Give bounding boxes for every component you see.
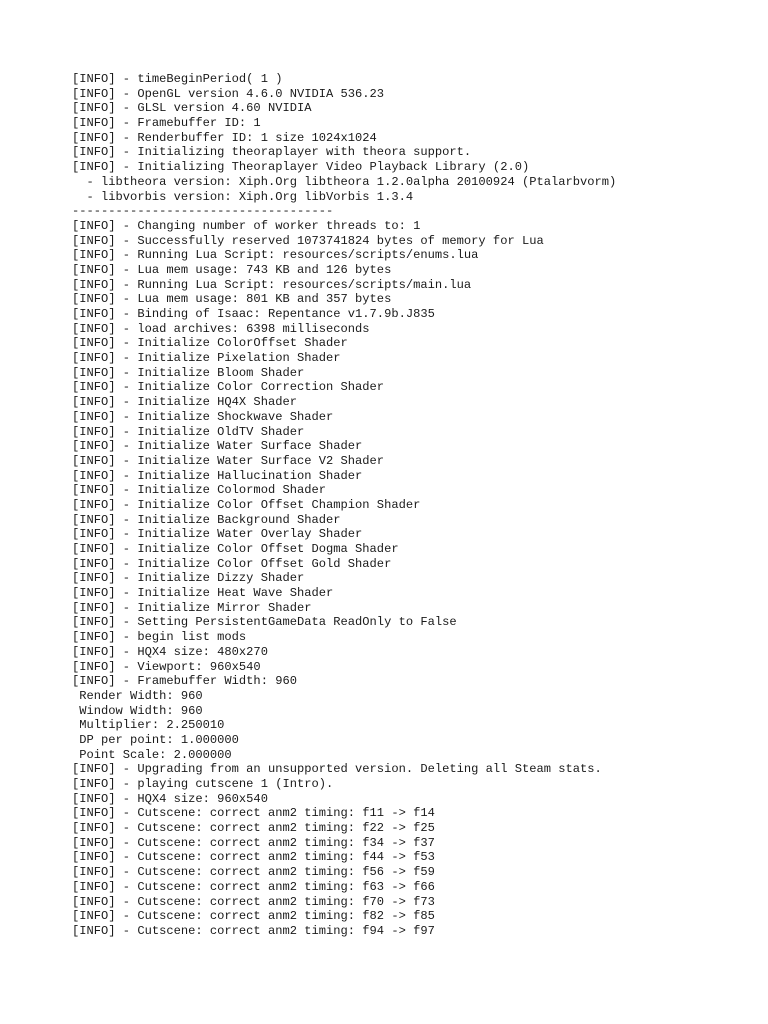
log-line: [INFO] - Upgrading from an unsupported version. Deleting all Steam stats. [72, 762, 602, 777]
log-line: [INFO] - Initialize Bloom Shader [72, 365, 305, 380]
log-line: [INFO] - Initialize ColorOffset Shader [72, 336, 348, 351]
log-line: Render Width: 960 [72, 688, 203, 703]
log-line: [INFO] - Initialize Water Surface Shader [72, 439, 363, 454]
log-line: [INFO] - timeBeginPeriod( 1 ) [72, 72, 283, 86]
log-line: [INFO] - Initialize Water Surface V2 Shader [72, 453, 385, 468]
log-line: - libtheora version: Xiph.Org libtheora 1.2.0alpha 20100924 (Ptalarbvorm) [72, 174, 617, 189]
log-line: ------------------------------------ [72, 204, 334, 219]
log-line: [INFO] - Initialize Pixelation Shader [72, 351, 341, 366]
log-line: [INFO] - Cutscene: correct anm2 timing: f44 -> f53 [72, 850, 435, 865]
log-line: [INFO] - Initialize Background Shader [72, 512, 341, 527]
log-line: [INFO] - OpenGL version 4.6.0 NVIDIA 536.23 [72, 86, 385, 101]
log-line: [INFO] - Initializing Theoraplayer Video Playback Library (2.0) [72, 160, 530, 175]
log-line: [INFO] - Viewport: 960x540 [72, 659, 261, 674]
log-line: [INFO] - Lua mem usage: 743 KB and 126 bytes [72, 262, 392, 277]
log-line: [INFO] - Lua mem usage: 801 KB and 357 bytes [72, 292, 392, 307]
log-line: [INFO] - HQX4 size: 960x540 [72, 791, 268, 806]
log-line: [INFO] - Initialize Color Correction Shader [72, 380, 385, 395]
log-line: [INFO] - Cutscene: correct anm2 timing: f63 -> f66 [72, 879, 435, 894]
log-line: Window Width: 960 [72, 703, 203, 718]
log-line: [INFO] - Initialize Dizzy Shader [72, 571, 305, 586]
log-line: [INFO] - Initialize OldTV Shader [72, 424, 305, 439]
log-line: - libvorbis version: Xiph.Org libVorbis 1.3.4 [72, 189, 414, 204]
log-line: [INFO] - begin list mods [72, 630, 247, 645]
log-line: [INFO] - Cutscene: correct anm2 timing: f22 -> f25 [72, 821, 435, 836]
log-line: Point Scale: 2.000000 [72, 747, 232, 762]
log-line: [INFO] - Setting PersistentGameData ReadOnly to False [72, 615, 457, 630]
log-line: [INFO] - Renderbuffer ID: 1 size 1024x1024 [72, 130, 377, 145]
log-line: [INFO] - GLSL version 4.60 NVIDIA [72, 101, 312, 116]
log-line: [INFO] - Initialize Water Overlay Shader [72, 527, 363, 542]
log-line: [INFO] - Successfully reserved 1073741824 bytes of memory for Lua [72, 233, 544, 248]
log-line: [INFO] - Cutscene: correct anm2 timing: f70 -> f73 [72, 894, 435, 909]
log-line: [INFO] - Initializing theoraplayer with theora support. [72, 145, 472, 160]
log-line: [INFO] - Cutscene: correct anm2 timing: f34 -> f37 [72, 835, 435, 850]
log-line: [INFO] - Framebuffer Width: 960 [72, 674, 297, 689]
log-line: [INFO] - Framebuffer ID: 1 [72, 116, 261, 131]
log-line: [INFO] - Initialize Mirror Shader [72, 600, 312, 615]
log-line: [INFO] - Initialize Color Offset Champion Shader [72, 497, 421, 512]
log-line: [INFO] - Cutscene: correct anm2 timing: f82 -> f85 [72, 909, 435, 924]
log-line: [INFO] - Initialize Color Offset Dogma Shader [72, 542, 399, 556]
log-line: Multiplier: 2.250010 [72, 718, 225, 733]
log-line: [INFO] - Cutscene: correct anm2 timing: f11 -> f14 [72, 806, 435, 821]
log-line: [INFO] - Binding of Isaac: Repentance v1.7.9b.J835 [72, 307, 435, 321]
log-line: [INFO] - Cutscene: correct anm2 timing: f56 -> f59 [72, 865, 435, 880]
log-lines [72, 72, 616, 939]
log-line: [INFO] - Running Lua Script: resources/scripts/main.lua [72, 277, 472, 292]
log-line: [INFO] - Changing number of worker threads to: 1 [72, 218, 421, 233]
log-line: [INFO] - load archives: 6398 milliseconds [72, 321, 370, 336]
log-line: [INFO] - Initialize HQ4X Shader [72, 395, 297, 410]
log-line: [INFO] - Initialize Shockwave Shader [72, 409, 334, 424]
log-line: [INFO] - Initialize Heat Wave Shader [72, 586, 334, 601]
log-line: [INFO] - Initialize Colormod Shader [72, 483, 327, 498]
log-line: [INFO] - Running Lua Script: resources/scripts/enums.lua [72, 248, 479, 263]
log-line: [INFO] - Initialize Color Offset Gold Shader [72, 556, 392, 571]
log-line: [INFO] - playing cutscene 1 (Intro). [72, 777, 334, 791]
log-line: [INFO] - Cutscene: correct anm2 timing: f94 -> f97 [72, 923, 435, 938]
log-line: DP per point: 1.000000 [72, 732, 239, 747]
log-line: [INFO] - HQX4 size: 480x270 [72, 644, 268, 659]
log-line: [INFO] - Initialize Hallucination Shader [72, 468, 363, 483]
